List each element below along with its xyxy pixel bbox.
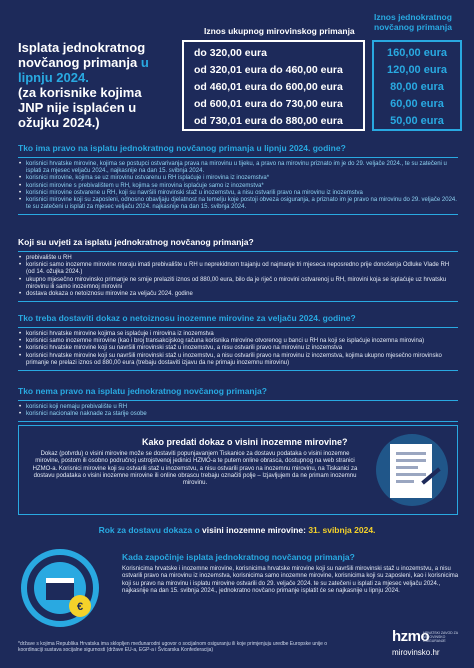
list-item: • korisnici mirovine s prebivalištem u RH, kojima se mirovina isplaćuje samo iz inozemstva* <box>18 183 458 190</box>
payment-item: 60,00 eura <box>390 98 444 110</box>
title-part3: (za korisnike kojima JNP nije isplaćen u ožujku 2024.) <box>18 85 142 130</box>
range-item: od 730,01 eura do 880,00 eura <box>194 115 343 127</box>
section-proof-required <box>18 313 458 371</box>
list-item: • korisnici koji nemaju prebivalište u RH <box>18 404 458 411</box>
list-item: • korisnici hrvatske mirovine, kojima se postupci ostvarivanja prava na mirovinu u tijeku, a pravo na mirovinu priznato im je do 29. veljače 2024., te su zatečeni u isplati za mjesec veljaču 2024., najkasnije na dan 15. svibnja 2024. <box>18 161 458 175</box>
range-item: od 320,01 eura do 460,00 eura <box>194 64 343 76</box>
section-title: Tko treba dostaviti dokaz o netoiznosu inozemne mirovine za veljaču 2024. godine? <box>18 313 356 323</box>
list-item: • prebivalište u RH <box>18 255 458 262</box>
website-link[interactable]: mirovinsko.hr <box>392 648 440 657</box>
payment-item: 80,00 eura <box>390 81 444 93</box>
document-icon <box>370 430 454 510</box>
deadline-part1: Rok za dostavu dokaza o <box>98 525 200 535</box>
page-title <box>18 40 168 130</box>
title-part1: Isplata jednokratnog novčanog primanja <box>18 40 146 70</box>
payment-title: Kada započinje isplata jednokratnog novčanog primanja? <box>122 552 355 562</box>
list-item: • korisnici samo inozemne mirovine moraju imati prebivalište u RH u neprekidnom trajanju od najmanje tri mjeseca neposredno prije donošenja Odluke Vlade RH (od 14. ožujka 2024.) <box>18 262 458 276</box>
list-item: • korisnici hrvatske mirovine kojima se isplaćuje i mirovina iz inozemstva <box>18 331 458 338</box>
title-part2: lipnju 2024. <box>18 70 89 85</box>
list-item: • korisnici samo inozemne mirovine (kao i broj transakcijskog računa korisnika mirovine otvorenog u banci u RH na koji se isplaćuje inozemna mirovina) <box>18 338 458 345</box>
list-item: • korisnici mirovine, kojima se uz mirovinu ostvarenu u RH isplaćuje i mirovina iz inozemstva* <box>18 175 458 182</box>
column-header-total-pension: Iznos ukupnog mirovinskog primanja <box>204 26 355 36</box>
section-box <box>18 157 458 215</box>
list-item: • ukupno mjesečno mirovinsko primanje ne smije prelaziti iznos od 880,00 eura, bilo da je riječ o mirovini ostvarenoj u RH, mirovini koja se isplaćuje uz hrvatsku mirovinu ili samo inozemnoj mirovini <box>18 277 458 291</box>
list-item: • korisnici mirovine koji su zaposleni, odnosno obavljaju djelatnost na temelju koje postoji obveza osiguranja, a priznato im je pravo na mirovinu do 29. veljače 2024. te su zatečeni u isplati za mjesec veljaču 2024. najkasnije na dan 15. svibnja 2024. <box>18 197 458 211</box>
deadline-line <box>0 525 474 535</box>
svg-text:€: € <box>76 601 84 613</box>
section-title: Tko nema pravo na isplatu jednokratnog novčanog primanja? <box>18 386 267 396</box>
payment-item: 120,00 eura <box>387 64 447 76</box>
logo-subtitle: HRVATSKI ZAVOD ZA MIROVINSKO OSIGURANJE <box>423 631 458 643</box>
list-item: • korisnici hrvatske mirovine koji su navršili mirovinski staž u inozemstvu, a nisu ostvarili pravo na mirovinu iz inozemstva, kojima ukupno mjesečno mirovinsko primanje ne prelazi iznos od 880,00 eura (trebaju dostaviti izjavu da ne primaju inozemnu mirovinu) <box>18 353 458 367</box>
section-conditions <box>18 237 458 302</box>
section-box <box>18 251 458 302</box>
list-item: • korisnici mirovine ostvarene u RH, koji su navršili mirovinski staž u inozemstvu, a nisu ostvarili pravo na mirovinu iz inozemstva <box>18 190 458 197</box>
calendar-clock-icon <box>20 548 100 628</box>
section-box <box>18 327 458 371</box>
range-item: do 320,00 eura <box>194 47 267 59</box>
pension-ranges-box <box>182 40 365 131</box>
section-title: Tko ima pravo na isplatu jednokratnog novčanog primanja u lipnju 2024. godine? <box>18 143 346 153</box>
range-item: od 600,01 eura do 730,00 eura <box>194 98 343 110</box>
section-not-eligible <box>18 386 458 422</box>
proof-text: Dokaz (potvrdu) o visini mirovine može se dostaviti popunjavanjem Tiskanice za dostavu podataka o visini inozemne mirovine, postom ili osobno područnoj ustrojstvenoj jedinici HZMO-a te putem online obrasca, dostupnog na web stranici HZMO-a. Korisnici mirovine koji su ostvarili staž u inozemstvu, a nisu ostvarili pravo na inozemnu mirovinu, na Tiskanici za dostavu podataka o visini inozemne mirovine ili online obrascu trebaju označiti polje – Izjavljujem da ne primam inozemnu mirovinu. <box>32 451 358 487</box>
section-box <box>18 400 458 422</box>
list-item: • korisnici nacionalne naknade za starije osobe <box>18 411 458 418</box>
payment-item: 160,00 eura <box>387 47 447 59</box>
footnote: *države s kojima Republika Hrvatska ima sklopljen međunarodni ugovor o socijalnom osiguranju ili koje primjenjuju uredbe Europske unije o koordinaciji sustava socijalne sigurnosti (države EU-a, EGP-a i Švicarska Konfederacija) <box>18 641 328 653</box>
proof-title: Kako predati dokaz o visini inozemne mirovine? <box>142 437 348 447</box>
deadline-part2: visini inozemne mirovine: <box>199 525 306 535</box>
column-header-payment: Iznos jednokratnog novčanog primanja <box>374 12 452 32</box>
list-item: • dostava dokaza o netoiznosu mirovine za veljaču 2024. godine <box>18 291 458 298</box>
section-title: Koji su uvjeti za isplatu jednokratnog novčanog primanja? <box>18 237 254 247</box>
payment-text: Korisnicima hrvatske i inozemne mirovine, korisnicima hrvatske mirovine koji su navršili mirovinski staž u inozemstvu, a nisu ostvarili pravo na mirovinu iz inozemstva, korisnicima samo inozemne mirovine, korisnicima koji su zaposleni, kao i korisnicima koji su pravo na mirovinu i isplatu mirovine ostvarili do 29. veljače 2024. te su zatečeni u isplati za mjesec veljaču 2024., najkasnije na dan 15. svibnja 2024., jednokratno novčano primanje isplatit će se najkasnije u lipnju 2024. <box>122 566 459 594</box>
deadline-date: 31. svibnja 2024. <box>305 525 376 535</box>
title-u: u <box>137 55 149 70</box>
list-item: • korisnici hrvatske mirovine koji su navršili mirovinski staž u inozemstvu, a nisu ostvarili pravo na mirovinu iz inozemstva <box>18 345 458 352</box>
section-eligible <box>18 143 458 215</box>
payment-amounts-box <box>372 40 462 131</box>
range-item: od 460,01 eura do 600,00 eura <box>194 81 343 93</box>
hzmo-logo: hzmo <box>392 628 430 645</box>
payment-item: 50,00 eura <box>390 115 444 127</box>
